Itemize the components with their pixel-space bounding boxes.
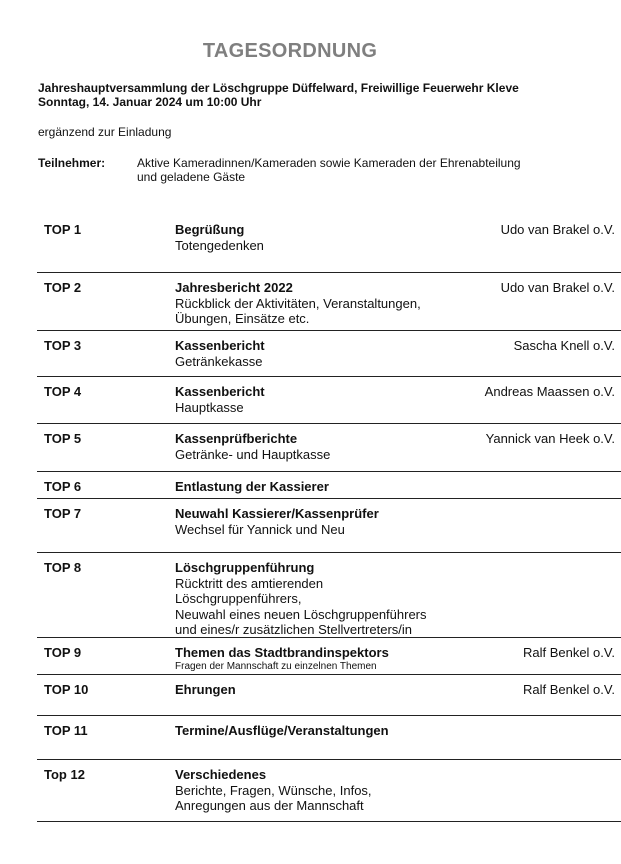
agenda-number: TOP 2 [44, 280, 82, 295]
agenda-body [175, 222, 264, 253]
agenda-topic: Kassenbericht [175, 384, 265, 399]
agenda-row [37, 716, 621, 760]
participants-line: und geladene Gäste [137, 170, 246, 184]
agenda-description: Berichte, Fragen, Wünsche, Infos, Anregungen aus der Mannschaft [175, 782, 372, 813]
agenda-number: TOP 1 [44, 222, 82, 237]
agenda-number: TOP 6 [44, 479, 82, 494]
agenda-topic: Ehrungen [175, 682, 236, 697]
agenda-topic: Begrüßung [175, 222, 245, 237]
agenda-description: Fragen der Mannschaft zu einzelnen Themen [175, 660, 377, 672]
agenda-topic: Kassenbericht [175, 338, 265, 353]
agenda-topic: Verschiedenes [175, 767, 267, 782]
agenda-description: Getränke- und Hauptkasse [175, 446, 331, 462]
agenda-row [37, 553, 621, 638]
agenda-number: TOP 8 [44, 560, 82, 575]
agenda-body [175, 682, 236, 698]
intro-text: ergänzend zur Einladung [38, 125, 172, 139]
agenda-responsible: Ralf Benkel o.V. [522, 682, 615, 697]
agenda-number: TOP 5 [44, 431, 82, 446]
agenda-table [37, 220, 621, 822]
agenda-responsible: Andreas Maassen o.V. [484, 384, 615, 399]
agenda-body [175, 479, 329, 495]
agenda-responsible: Ralf Benkel o.V. [522, 645, 615, 660]
agenda-topic: Kassenprüfberichte [175, 431, 298, 446]
agenda-topic: Termine/Ausflüge/Veranstaltungen [175, 723, 389, 738]
agenda-description: Rücktritt des amtierenden Löschgruppenführers, Neuwahl eines neuen Löschgruppenführers und eines/r zusätzlichen Stellvertreters/in [175, 575, 427, 637]
agenda-number: TOP 11 [44, 723, 88, 738]
agenda-number: Top 12 [44, 767, 85, 782]
agenda-responsible: Sascha Knell o.V. [513, 338, 615, 353]
agenda-topic: Jahresbericht 2022 [175, 280, 293, 295]
agenda-topic: Themen das Stadtbrandinspektors [175, 645, 389, 660]
participants-line: Aktive Kameradinnen/Kameraden sowie Kameraden der Ehrenabteilung [137, 156, 521, 170]
agenda-row [37, 424, 621, 472]
agenda-number: TOP 3 [44, 338, 82, 353]
agenda-description: Totengedenken [175, 237, 264, 253]
agenda-row [37, 220, 621, 273]
agenda-body [175, 767, 372, 814]
participants-label: Teilnehmer: [38, 156, 106, 170]
agenda-row [37, 472, 621, 499]
agenda-row [37, 377, 621, 424]
agenda-body [175, 506, 379, 537]
participants-text [137, 156, 521, 184]
agenda-row [37, 499, 621, 553]
agenda-row [37, 331, 621, 377]
agenda-row [37, 675, 621, 716]
agenda-topic: Entlastung der Kassierer [175, 479, 329, 494]
agenda-body [175, 723, 389, 739]
meeting-date: Sonntag, 14. Januar 2024 um 10:00 Uhr [38, 95, 262, 109]
agenda-body [175, 560, 427, 638]
agenda-row [37, 638, 621, 675]
agenda-body [175, 384, 265, 415]
agenda-number: TOP 7 [44, 506, 82, 521]
agenda-body [175, 338, 265, 369]
agenda-number: TOP 9 [44, 645, 82, 660]
agenda-responsible: Udo van Brakel o.V. [500, 280, 615, 295]
agenda-topic: Neuwahl Kassierer/Kassenprüfer [175, 506, 379, 521]
agenda-description: Rückblick der Aktivitäten, Veranstaltungen, Übungen, Einsätze etc. [175, 295, 421, 326]
agenda-description: Hauptkasse [175, 399, 244, 415]
page-title: TAGESORDNUNG [202, 40, 378, 62]
agenda-body [175, 280, 421, 327]
meeting-title: Jahreshauptversammlung der Löschgruppe Düffelward, Freiwillige Feuerwehr Kleve [38, 81, 519, 95]
agenda-description: Getränkekasse [175, 353, 263, 369]
agenda-number: TOP 4 [44, 384, 82, 399]
agenda-topic: Löschgruppenführung [175, 560, 315, 575]
agenda-responsible: Udo van Brakel o.V. [500, 222, 615, 237]
agenda-row [37, 273, 621, 331]
agenda-row [37, 760, 621, 822]
agenda-number: TOP 10 [44, 682, 89, 697]
agenda-description: Wechsel für Yannick und Neu [175, 521, 345, 537]
agenda-body [175, 431, 330, 462]
agenda-responsible: Yannick van Heek o.V. [485, 431, 615, 446]
agenda-body [175, 645, 389, 673]
